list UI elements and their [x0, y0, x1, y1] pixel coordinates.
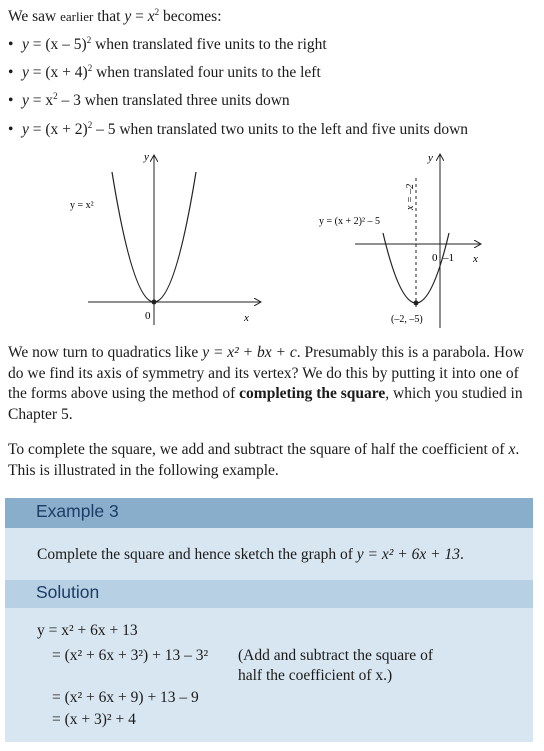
vertex-label: (–2, –5): [391, 314, 423, 325]
bullet-text: – 5 when translated two units to the left and five units down: [92, 121, 469, 138]
solution-step: = (x + 3)² + 4: [52, 711, 136, 728]
para-bold-term: completing the square: [239, 385, 386, 402]
bullet-expr: = (x – 5): [28, 36, 87, 53]
bullet-dot: •: [8, 36, 14, 53]
bullet-text: when translated five units to the right: [91, 36, 327, 53]
intro-mid: that: [97, 8, 121, 25]
x-axis-label: x: [473, 253, 478, 265]
curve-label: y = (x + 2)² – 5: [319, 216, 380, 227]
example-title: Example 3: [36, 501, 119, 521]
bullet-text: when translated four units to the left: [92, 64, 321, 81]
x-axis-label: x: [244, 312, 249, 324]
question-text: .: [459, 546, 464, 563]
bullet-y: y: [22, 121, 29, 138]
y-axis-label: y: [144, 151, 149, 163]
para-text: To complete the square, we add and subtract the square of half the coefficient of: [8, 441, 509, 458]
bullet-y: y: [22, 64, 29, 81]
intro-eq: =: [131, 8, 148, 25]
para-equation: y = x² + bx + c: [202, 344, 297, 361]
bullet-expr: = (x + 4): [28, 64, 88, 81]
paragraph-complete-square: [8, 440, 533, 481]
origin-point: [152, 300, 157, 305]
solution-step: = (x² + 6x + 9) + 13 – 9: [52, 689, 199, 706]
bullet-dot: •: [8, 64, 14, 81]
bullet-exp: 2: [53, 91, 58, 101]
bullet-item: [8, 63, 321, 83]
y-axis-label: y: [428, 152, 433, 164]
bullet-y: y: [22, 36, 29, 53]
paragraph-quadratics: [8, 343, 533, 425]
graph-parabola: [60, 150, 270, 330]
para-text: We now turn to quadratics like: [8, 344, 203, 361]
question-equation: y = x² + 6x + 13: [356, 546, 460, 563]
solution-title: Solution: [36, 582, 100, 602]
curve-label: y = x²: [70, 200, 94, 211]
bullet-text: – 3 when translated three units down: [57, 92, 290, 109]
question-text: Complete the square and hence sketch the graph of: [37, 546, 357, 563]
solution-note: (Add and subtract the square of: [238, 647, 433, 664]
bullet-y: y: [22, 92, 29, 109]
bullet-item: [8, 91, 290, 111]
para-text: . This is illustrated in the following example.: [8, 441, 520, 479]
origin-label: 0: [145, 310, 151, 322]
asymptote-label: x = –2: [405, 183, 416, 210]
para-x: x: [508, 441, 516, 458]
bullet-exp: 2: [86, 35, 92, 45]
intro-earlier: earlier: [60, 9, 94, 24]
graph-translated-parabola: [315, 150, 490, 328]
intro-y: y: [124, 8, 132, 25]
bullet-expr: = (x + 2): [28, 121, 88, 138]
intro-line: [8, 7, 222, 27]
example-question: [37, 546, 464, 564]
bullet-exp: 2: [87, 63, 93, 73]
intro-suffix: becomes:: [159, 8, 222, 25]
tick-label: –1: [443, 252, 454, 264]
solution-step: y = x² + 6x + 13: [37, 622, 138, 639]
solution-note: half the coefficient of x.): [238, 667, 393, 684]
bullet-item: [8, 35, 327, 55]
vertex-point: [414, 301, 419, 306]
bullet-item: [8, 120, 468, 140]
para-text: , which you studied in Chapter 5.: [8, 385, 523, 423]
bullet-dot: •: [8, 92, 14, 109]
origin-label: 0: [432, 252, 438, 264]
bullet-dot: •: [8, 121, 14, 138]
bullet-exp: 2: [87, 120, 93, 130]
solution-step: = (x² + 6x + 3²) + 13 – 3²: [52, 647, 209, 664]
intro-prefix: We saw: [8, 8, 57, 25]
para-text: . Presumably this is a parabola. How do we find its axis of symmetry and its vertex? We do this by putting it into one of the forms above using the method of: [8, 344, 525, 402]
intro-exp: 2: [154, 7, 160, 17]
bullet-expr: = x: [28, 92, 54, 109]
intro-x: x: [147, 8, 155, 25]
